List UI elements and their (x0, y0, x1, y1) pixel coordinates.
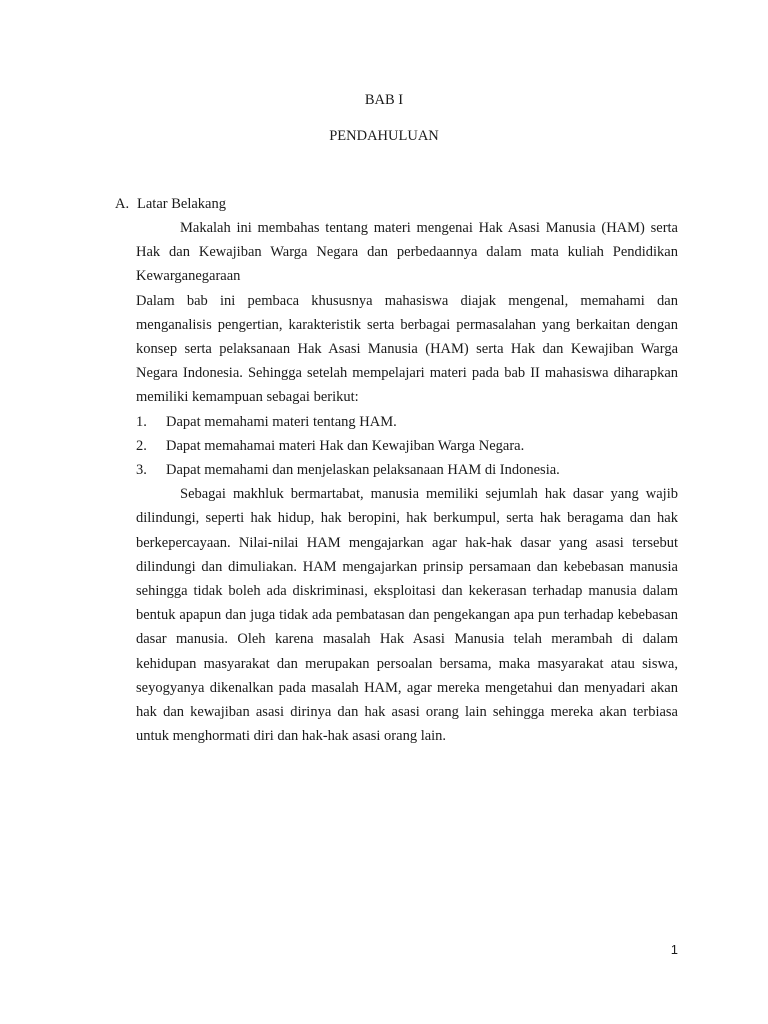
list-text: Dapat memahamai materi Hak dan Kewajiban Warga Negara. (166, 437, 525, 454)
objectives-list (136, 410, 678, 483)
list-number: 2. (136, 437, 147, 454)
list-number: 3. (136, 462, 147, 479)
list-text: Dapat memahami materi tentang HAM. (166, 413, 397, 430)
chapter-number: BAB I (364, 92, 404, 108)
list-item (136, 458, 678, 482)
paragraph-scope: Dalam bab ini pembaca khususnya mahasiswa diajak mengenal, memahami dan menganalisis pengertian, karakteristik serta berbagai permasalahan yang berkaitan dengan konsep serta pelaksanaan Hak Asasi Manusia (HAM) serta Hak dan Kewajiban Warga Negara Indonesia. Sehingga setelah mempelajari materi pada bab II mahasiswa diharapkan memiliki kemampuan sebagai berikut: (136, 292, 678, 406)
list-item (136, 410, 678, 434)
paragraph-intro: Makalah ini membahas tentang materi mengenai Hak Asasi Manusia (HAM) serta Hak dan Kewajiban Warga Negara dan perbedaannya dalam mata kuliah Pendidikan Kewarganegaraan (136, 220, 678, 285)
list-item (136, 434, 678, 458)
document-body (136, 216, 678, 748)
section-title: Latar Belakang (137, 196, 226, 212)
list-number: 1. (136, 413, 147, 430)
paragraph-rights: Sebagai makhluk bermartabat, manusia memiliki sejumlah hak dasar yang wajib dilindungi, seperti hak hidup, hak beropini, hak berkumpul, serta hak beragama dan hak berkepercayaan. Nilai-nilai HAM mengajarkan agar hak-hak dasar yang asasi tersebut dilindungi dan dimuliakan. HAM mengajarkan prinsip persamaan dan kebebasan manusia sehingga tidak boleh ada diskriminasi, eksploitasi dan kekerasan terhadap manusia dalam bentuk apapun dan juga tidak ada pembatasan dan pengekangan apa pun terhadap kebebasan dasar manusia. Oleh karena masalah Hak Asasi Manusia telah merambah di dalam kehidupan masyarakat dan merupakan persoalan bersama, maka masyarakat atau siswa, seyogyanya dikenalkan pada masalah HAM, agar mereka mengetahui dan menyadari akan hak dan kewajiban asasi dirinya dan hak asasi orang lain sehingga mereka akan terbiasa untuk menghormati diri dan hak-hak asasi orang lain. (136, 486, 678, 745)
section-heading (115, 196, 226, 213)
list-text: Dapat memahami dan menjelaskan pelaksanaan HAM di Indonesia. (166, 462, 560, 479)
page-number: 1 (670, 942, 678, 957)
section-marker: A. (115, 196, 130, 212)
chapter-title: PENDAHULUAN (329, 128, 439, 144)
